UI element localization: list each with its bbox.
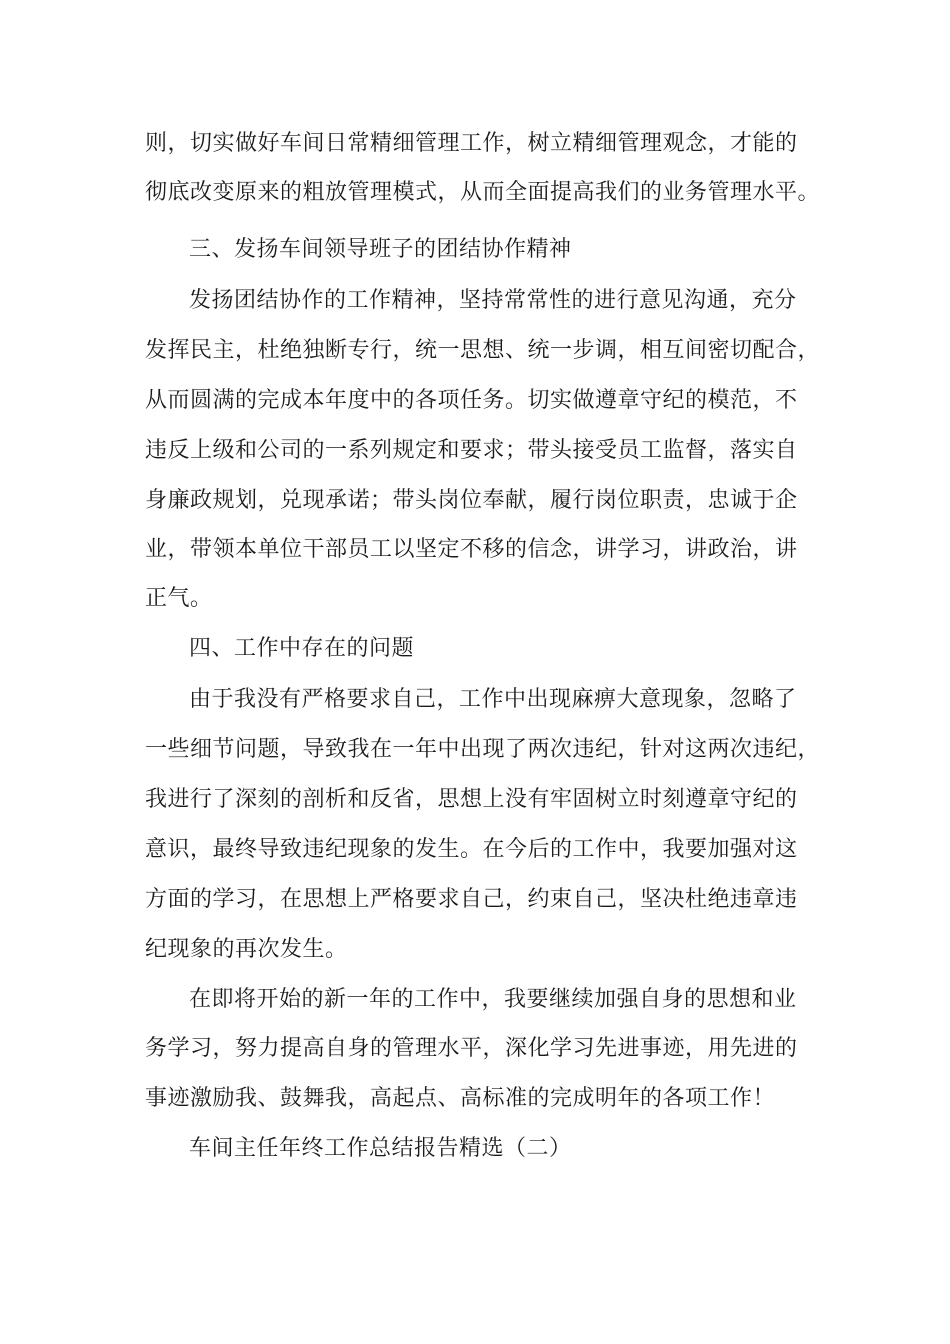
paragraph-line: 身廉政规划，兑现承诺；带头岗位奉献，履行岗位职责，忠诚于企: [145, 488, 798, 513]
paragraph-line: 意识，最终导致违纪现象的发生。在今后的工作中，我要加强对这: [145, 837, 798, 862]
paragraph-line: 彻底改变原来的粗放管理模式，从而全面提高我们的业务管理水平。: [145, 180, 821, 205]
paragraph-line: 一些细节问题，导致我在一年中出现了两次违纪，针对这两次违纪，: [145, 737, 821, 762]
paragraph-line: 我进行了深刻的剖析和反省，思想上没有牢固树立时刻遵章守纪的: [145, 787, 798, 812]
paragraph-line: 发挥民主，杜绝独断专行，统一思想、统一步调，相互间密切配合，: [145, 338, 821, 363]
paragraph-line: 纪现象的再次发生。: [145, 937, 348, 962]
paragraph-line: 发扬团结协作的工作精神，坚持常常性的进行意见沟通，充分: [189, 288, 797, 313]
paragraph-line: 正气。: [145, 586, 213, 611]
section-heading: 车间主任年终工作总结报告精选（二）: [189, 1136, 572, 1161]
paragraph-line: 由于我没有严格要求自己，工作中出现麻痹大意现象，忽略了: [189, 687, 797, 712]
section-heading: 三、发扬车间领导班子的团结协作精神: [189, 237, 572, 262]
paragraph-line: 则，切实做好车间日常精细管理工作，树立精细管理观念，才能的: [145, 131, 798, 156]
paragraph-line: 违反上级和公司的一系列规定和要求；带头接受员工监督，落实自: [145, 438, 798, 463]
paragraph-line: 从而圆满的完成本年度中的各项任务。切实做遵章守纪的模范，不: [145, 388, 798, 413]
section-heading: 四、工作中存在的问题: [189, 636, 415, 661]
paragraph-line: 业，带领本单位干部员工以坚定不移的信念，讲学习，讲政治，讲: [145, 537, 798, 562]
paragraph-line: 在即将开始的新一年的工作中，我要继续加强自身的思想和业: [189, 987, 797, 1012]
paragraph-line: 方面的学习，在思想上严格要求自己，约束自己，坚决杜绝违章违: [145, 887, 798, 912]
paragraph-line: 务学习，努力提高自身的管理水平，深化学习先进事迹，用先进的: [145, 1036, 798, 1061]
paragraph-line: 事迹激励我、鼓舞我，高起点、高标准的完成明年的各项工作！: [145, 1086, 776, 1111]
